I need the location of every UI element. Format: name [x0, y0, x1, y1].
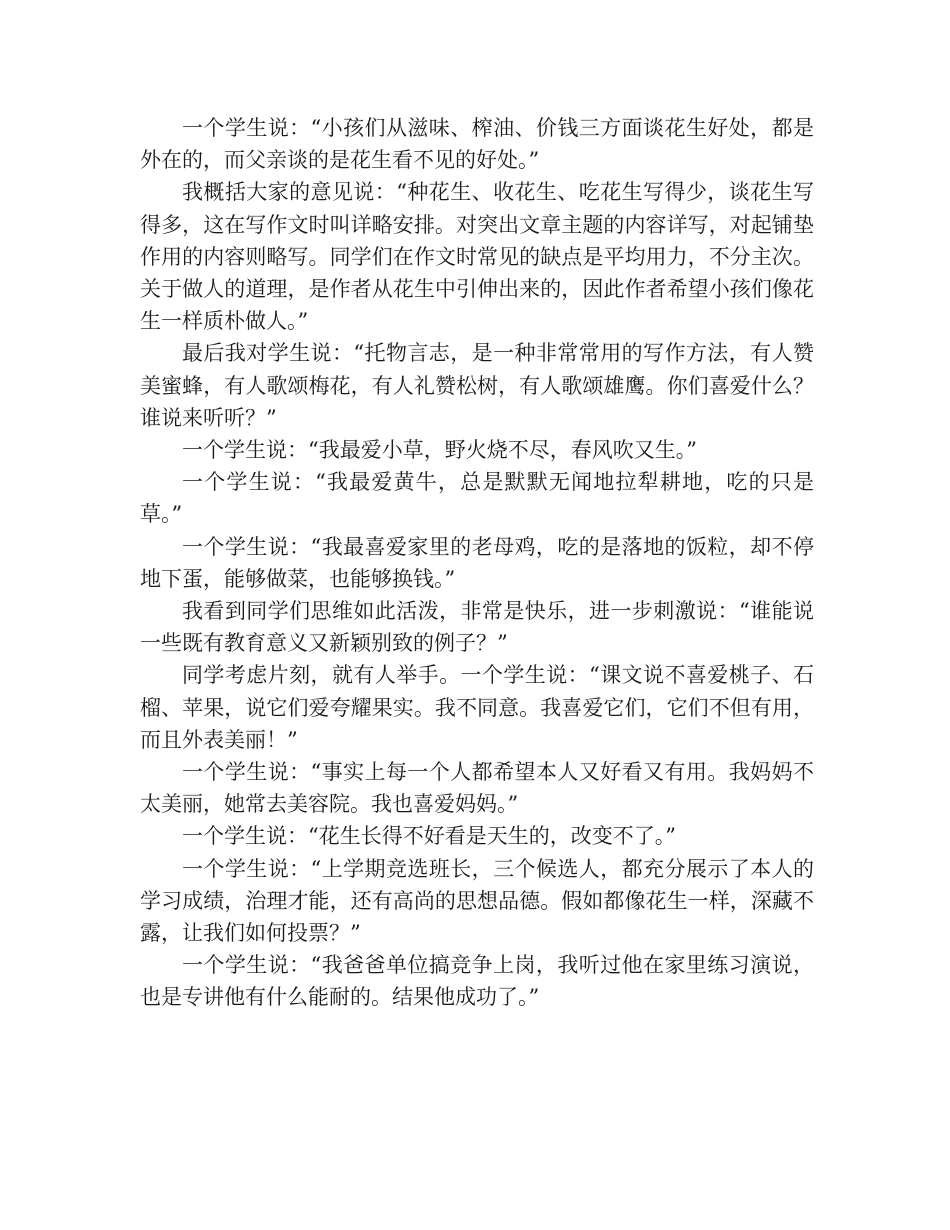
- paragraph: 同学考虑片刻，就有人举手。一个学生说：“课文说不喜爱桃子、石榴、苹果，说它们爱夸耀果实。我不同意。我喜爱它们，它们不但有用，而且外表美丽！”: [140, 663, 814, 752]
- paragraph: 最后我对学生说：“托物言志，是一种非常常用的写作方法，有人赞美蜜蜂，有人歌颂梅花，有人礼赞松树，有人歌颂雄鹰。你们喜爱什么？谁说来听听？”: [140, 341, 814, 430]
- paragraph: 一个学生说：“我爸爸单位搞竞争上岗，我听过他在家里练习演说，也是专讲他有什么能耐的。结果他成功了。”: [140, 953, 814, 1010]
- paragraph: 我看到同学们思维如此活泼，非常是快乐，进一步刺激说：“谁能说一些既有教育意义又新颖别致的例子？”: [140, 599, 814, 656]
- paragraph: 一个学生说：“我最喜爱家里的老母鸡，吃的是落地的饭粒，却不停地下蛋，能够做菜，也能够换钱。”: [140, 534, 814, 591]
- paragraph: 一个学生说：“我最爱黄牛，总是默默无闻地拉犁耕地，吃的只是草。”: [140, 470, 814, 527]
- paragraph: 我概括大家的意见说：“种花生、收花生、吃花生写得少，谈花生写得多，这在写作文时叫详略安排。对突出文章主题的内容详写，对起铺垫作用的内容则略写。同学们在作文时常见的缺点是平均用力，不分主次。关于做人的道理，是作者从花生中引伸出来的，因此作者希望小孩们像花生一样质朴做人。”: [140, 180, 814, 334]
- paragraph: 一个学生说：“我最爱小草，野火烧不尽，春风吹又生。”: [182, 438, 697, 463]
- paragraph: 一个学生说：“小孩们从滋味、榨油、价钱三方面谈花生好处，都是外在的，而父亲谈的是花生看不见的好处。”: [140, 116, 814, 173]
- paragraph: 一个学生说：“事实上每一个人都希望本人又好看又有用。我妈妈不太美丽，她常去美容院。我也喜爱妈妈。”: [140, 760, 814, 817]
- paragraph: 一个学生说：“花生长得不好看是天生的，改变不了。”: [182, 824, 676, 849]
- paragraph: 一个学生说：“上学期竞选班长，三个候选人，都充分展示了本人的学习成绩，治理才能，还有高尚的思想品德。假如都像花生一样，深藏不露，让我们如何投票？”: [140, 856, 814, 946]
- document-page: [140, 112, 814, 1014]
